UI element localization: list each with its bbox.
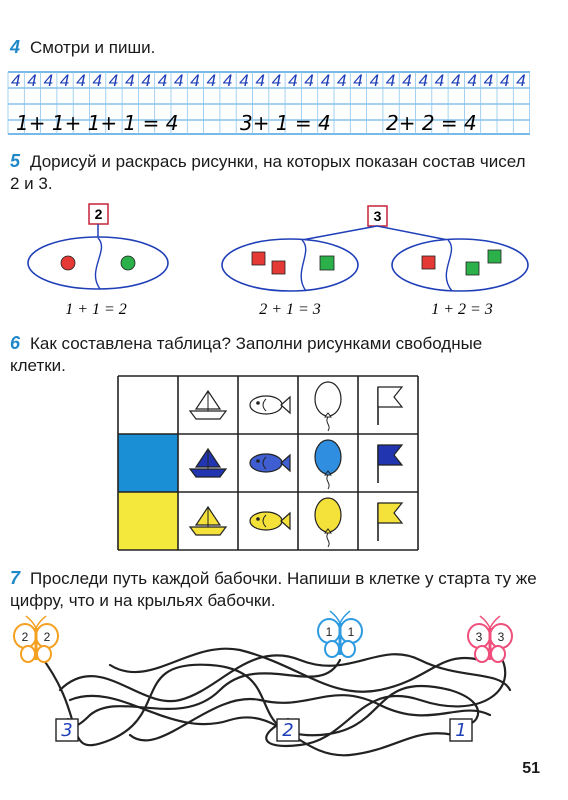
written-digit: 4 — [320, 71, 331, 90]
written-digit: 4 — [222, 71, 233, 90]
written-digit: 4 — [11, 71, 21, 90]
task-text: Дорисуй и раскрась рисунки, на которых показан состав чисел 2 и 3. — [10, 152, 526, 193]
butterfly-blue — [318, 611, 362, 657]
written-digit: 4 — [141, 71, 151, 90]
task-text: Как составлена таблица? Заполни рисунками свободные клетки. — [10, 334, 483, 375]
written-digit: 4 — [76, 71, 86, 90]
task-number: 6 — [10, 333, 21, 353]
written-digit: 4 — [92, 71, 102, 90]
wing-digit: 3 — [475, 630, 483, 644]
equation-1: 1+ 1+ 1+ 1 = 4 — [16, 111, 179, 135]
written-digit: 4 — [353, 71, 363, 90]
task-text: Проследи путь каждой бабочки. Напиши в клетке у старта ту же цифру, что и на крыльях бабочки. — [10, 569, 537, 610]
written-digit: 4 — [402, 71, 412, 90]
written-digit: 4 — [239, 71, 249, 90]
written-digit: 4 — [304, 71, 314, 90]
wing-digit: 1 — [347, 625, 355, 639]
written-digit: 4 — [27, 71, 37, 90]
written-digit: 4 — [516, 71, 526, 90]
written-digit: 4 — [467, 71, 477, 90]
written-digit: 4 — [59, 71, 70, 90]
written-digit: 4 — [369, 71, 380, 90]
task-number: 5 — [10, 151, 21, 171]
written-digit: 4 — [255, 71, 265, 90]
written-digit: 4 — [271, 71, 282, 90]
page-number: 51 — [522, 760, 540, 777]
written-digit: 4 — [451, 71, 461, 90]
equation-1-1: 1 + 1 = 2 — [65, 301, 127, 318]
written-digit: 4 — [288, 71, 298, 90]
written-digit: 4 — [434, 71, 445, 90]
equation-2-1: 2 + 1 = 3 — [259, 301, 321, 318]
butterfly-orange — [14, 616, 58, 662]
task-text: Смотри и пиши. — [30, 38, 156, 57]
butterfly-pink — [468, 616, 512, 662]
written-digit: 4 — [206, 71, 217, 90]
equation-1-2: 1 + 2 = 3 — [431, 301, 493, 318]
task-number: 4 — [10, 37, 21, 57]
wing-digit: 1 — [325, 625, 333, 639]
written-digit: 4 — [418, 71, 428, 90]
start-box-right-digit: 1 — [455, 720, 467, 741]
written-digit: 4 — [43, 71, 54, 90]
equation-2: 3+ 1 = 4 — [240, 111, 331, 135]
tangled-paths — [40, 649, 510, 756]
written-digit: 4 — [108, 71, 119, 90]
written-digit: 4 — [337, 71, 347, 90]
equation-3: 2+ 2 = 4 — [386, 111, 477, 135]
start-box-middle-digit: 2 — [282, 720, 294, 741]
wing-digit: 2 — [43, 630, 51, 644]
wing-digit: 3 — [497, 630, 505, 644]
written-digit: 4 — [190, 71, 200, 90]
written-digit: 4 — [157, 71, 168, 90]
label-2: 2 — [94, 206, 103, 222]
written-digit: 4 — [125, 71, 135, 90]
wing-digit: 2 — [21, 630, 29, 644]
written-digit: 4 — [385, 71, 396, 90]
written-digit: 4 — [174, 71, 184, 90]
start-box-left-digit: 3 — [61, 720, 73, 741]
label-3: 3 — [373, 208, 382, 224]
written-digit: 4 — [500, 71, 510, 90]
task-number: 7 — [10, 568, 21, 588]
written-digit: 4 — [483, 71, 494, 90]
